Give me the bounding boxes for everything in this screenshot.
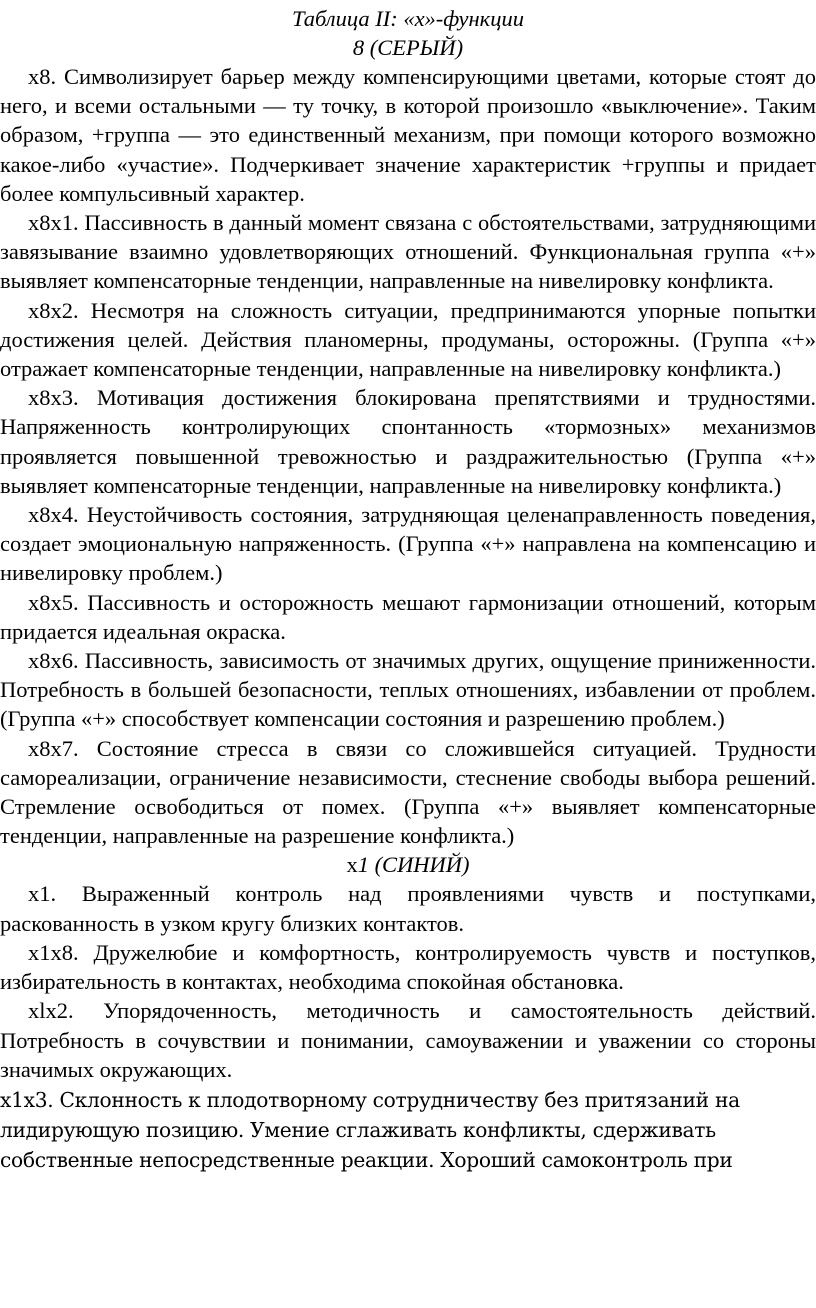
section-heading-blue-prefix: х [346, 852, 358, 878]
paragraph-x1x3-line: лидирующую позицию. Умение сглаживать конфликты, сдерживать [0, 1117, 716, 1142]
paragraph-x8x4: х8х4. Неустойчивость состояния, затрудняющая целенаправленность поведения, создает эмоциональную напряженность. (Группа «+» направлена на компенсацию и нивелировку проблем.) [0, 502, 816, 586]
paragraph-x8x3: х8х3. Мотивация достижения блокирована препятствиями и трудностями. Напряженность контролирующих спонтанность «тормозных» механизмов проявляется повышенной тревожностью и раздражительностью (Группа «+» выявляет компенсаторные тенденции, направленные на нивелировку конфликта.) [0, 385, 816, 498]
paragraph-x1x3-line: х1х3. Склонность к плодотворному сотрудничеству без притязаний на [0, 1087, 740, 1112]
paragraph-x8x2: х8х2. Несмотря на сложность ситуации, предпринимаются упорные попытки достижения целей. Действия планомерны, продуманы, осторожны. (Группа «+» отражает компенсаторные тенденции, направленные на нивелировку конфликта.) [0, 297, 816, 382]
paragraph-x8x5: х8х5. Пассивность и осторожность мешают гармонизации отношений, которым придается идеальная окраска. [0, 589, 816, 644]
paragraph-x8x7: х8х7. Состояние стресса в связи со сложившейся ситуацией. Трудности самореализации, ограничение независимости, стеснение свободы выбора решений. Стремление освободиться от помех. (Группа «+» выявляет компенсаторные тенденции, направленные на разрешение конфликта.) [0, 735, 816, 849]
table-title: Таблица II: «х»-функции [292, 6, 524, 31]
paragraph-x1: х1. Выраженный контроль над проявлениями чувств и поступками, раскованность в узком кругу близких контактов. [0, 881, 816, 936]
paragraph-x1x3-line: собственные непосредственные реакции. Хороший самоконтроль при [0, 1147, 733, 1172]
paragraph-x1x2: хlх2. Упорядоченность, методичность и самостоятельность действий. Потребность в сочувствии и понимании, самоуважении и уважении со стороны значимых окружающих. [0, 998, 816, 1082]
section-heading-blue [0, 850, 816, 879]
paragraph-x8x1: х8х1. Пассивность в данный момент связана с обстоятельствами, затрудняющими завязывание взаимно удовлетворяющих отношений. Функциональная группа «+» выявляет компенсаторные тенденции, направленные на нивелировку конфликта. [0, 210, 816, 294]
paragraph-x1x8: х1х8. Дружелюбие и комфортность, контролируемость чувств и поступков, избирательность в контактах, необходима спокойная обстановка. [0, 939, 816, 995]
paragraph-x1x3 [0, 1086, 816, 1175]
paragraph-x8x6: х8х6. Пассивность, зависимость от значимых других, ощущение приниженности. Потребность в большей безопасности, теплых отношениях, избавлении от проблем. (Группа «+» способствует компенсации состояния и разрешению проблем.) [0, 648, 816, 732]
section-heading-blue-text: 1 (СИНИЙ) [357, 852, 470, 878]
section-heading-gray: 8 (СЕРЫЙ) [352, 35, 464, 60]
paragraph-x8: х8. Символизирует барьер между компенсирующими цветами, которые стоят до него, и всеми остальными — ту точку, в которой произошло «выключение». Таким образом, +группа — это единственный механизм, при помощи которого возможно какое-либо «участие». Подчеркивает значение характеристик +группы и придает более компульсивный характер. [0, 64, 816, 206]
document-page [0, 4, 816, 1175]
